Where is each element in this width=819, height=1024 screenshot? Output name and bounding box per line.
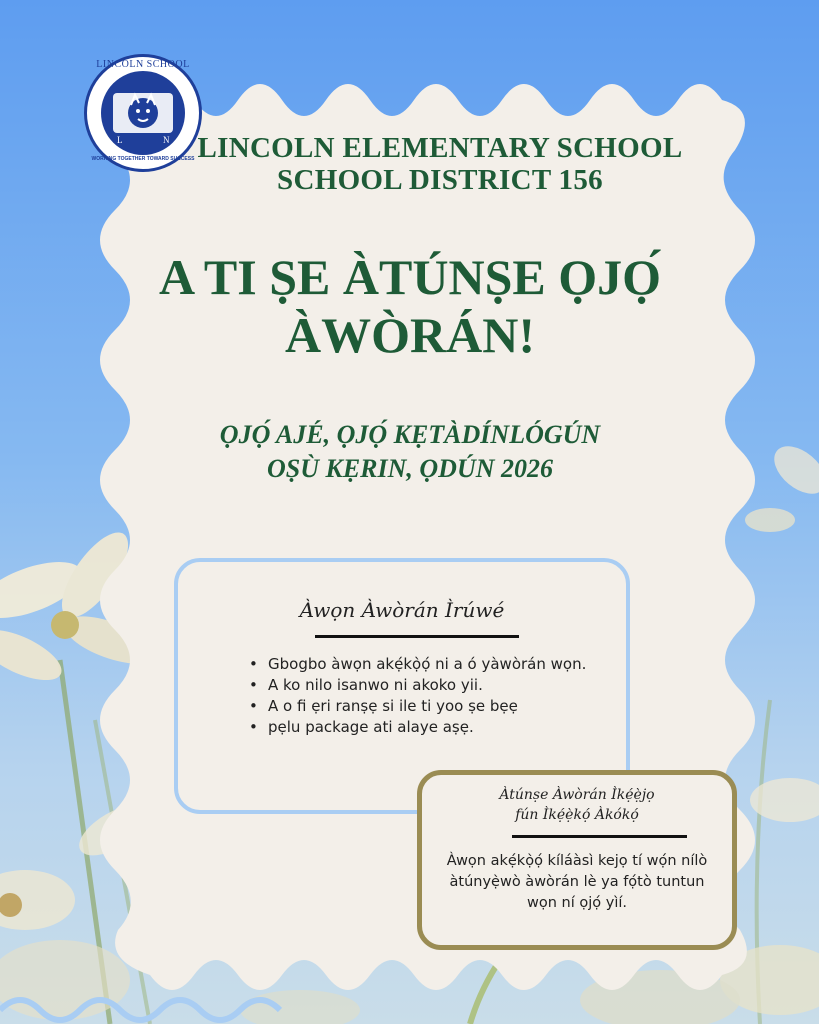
svg-text:L: L bbox=[117, 135, 123, 145]
logo-top-text: LINCOLN SCHOOL bbox=[96, 59, 190, 70]
list-item: • pẹlu package ati alaye aṣẹ. bbox=[268, 717, 598, 738]
retake-card-body: Àwọn akẹ́kọ̀ọ́ kíláàsì kejọ tí wọ́n nílò àtúnyẹ̀wò àwòrán lè ya fọ́tò tuntun wọn ní ọjọ́ yìí. bbox=[446, 853, 708, 911]
logo-bottom-text: WORKING TOGETHER TOWARD SUCCESS bbox=[91, 156, 195, 162]
retake-card bbox=[417, 770, 737, 950]
date-line1: ỌJỌ́ AJÉ, ỌJỌ́ KẸTÀDÍNLÓGÚN bbox=[219, 420, 601, 449]
list-item: • A o fi ẹri ranṣẹ si ile ti yoo ṣe bẹẹ bbox=[268, 696, 598, 717]
divider bbox=[315, 635, 519, 638]
headline-line1: A TI ṢE ÀTÚNṢE ỌJỌ́ bbox=[158, 249, 662, 305]
date-line2: OṢÙ KẸRIN, ỌDÚN 2026 bbox=[266, 454, 554, 483]
list-item: • Gbogbo àwọn akẹ́kọ̀ọ́ ni a ó yàwòrán wọn. bbox=[268, 654, 598, 675]
retake-title-line1: Àtúnṣe Àwòrán Ìkẹ́ẹ̀jọ bbox=[499, 787, 655, 803]
retake-card-title bbox=[422, 785, 732, 825]
headline-line2: ÀWÒRÁN! bbox=[285, 307, 535, 363]
school-name: LINCOLN ELEMENTARY SCHOOL bbox=[197, 132, 683, 164]
info-bullet-list bbox=[268, 654, 598, 738]
svg-text:N: N bbox=[163, 135, 170, 145]
school-district: SCHOOL DISTRICT 156 bbox=[277, 164, 603, 196]
divider bbox=[512, 835, 687, 838]
retake-title-line2: fún Ìkẹ́ẹ̀kọ́ Àkókọ́ bbox=[515, 807, 639, 823]
info-card-title: Àwọn Àwòrán Ìrúwé bbox=[299, 598, 505, 622]
list-item: • A ko nilo isanwo ni akoko yii. bbox=[268, 675, 598, 696]
